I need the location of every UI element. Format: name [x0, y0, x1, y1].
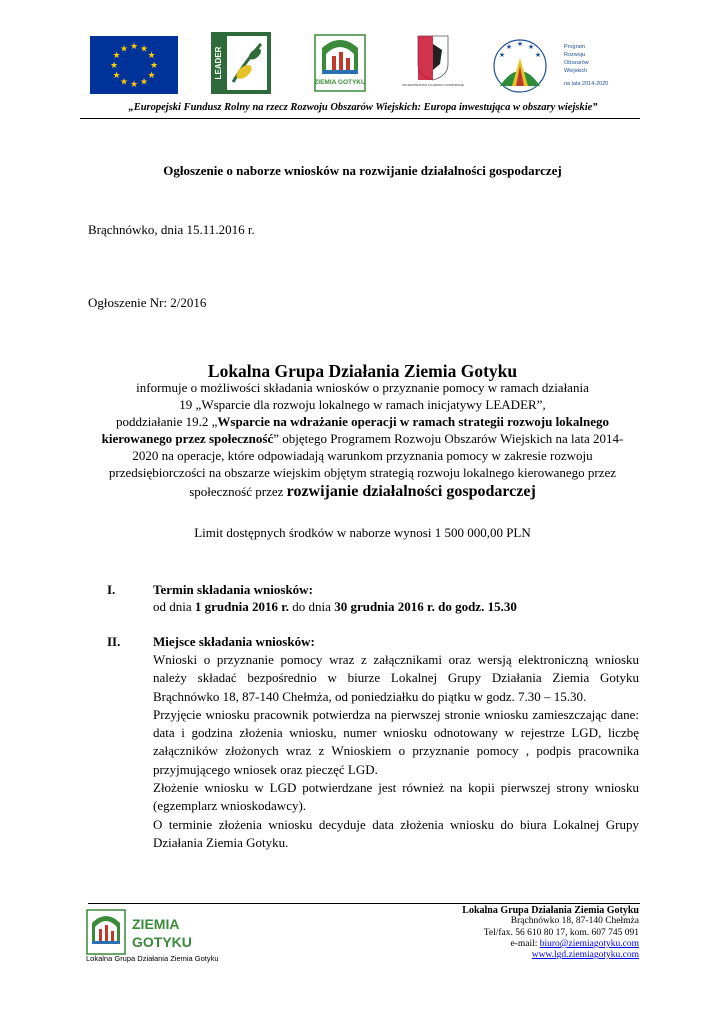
footer-address: Brąchnówko 18, 87-140 Chełmża [510, 916, 639, 927]
leader-text: LEADER [214, 46, 223, 80]
svg-text:★: ★ [139, 77, 149, 88]
header-divider [80, 118, 640, 119]
svg-text:★: ★ [516, 40, 524, 48]
header-logos [88, 32, 644, 104]
lgd-ziemia-gotyku-logo [314, 34, 366, 92]
leader-logo [211, 32, 271, 94]
intro-line-3 [60, 413, 665, 430]
lgd-logo-text: ZIEMIA GOTYKU [314, 79, 366, 86]
section-2-body [153, 651, 639, 852]
intro-line-4-bold: kierowanego przez społeczność [101, 431, 274, 446]
footer-logo-line-2: GOTYKU [132, 934, 192, 950]
prow-text-1: Program [564, 44, 586, 50]
intro-line-6: przedsiębiorczości na obszarze wiejskim objętym strategią rozwoju lokalnego kierowanego przez [108, 465, 617, 480]
intro-line-1: informuje o możliwości składania wniosków o przyznanie pomocy w ramach działania [136, 380, 589, 395]
svg-text:★: ★ [112, 51, 121, 61]
section-1-prefix: od dnia [153, 599, 195, 614]
section-2-paragraph-4: O terminie złożenia wniosku decyduje data złożenia wniosku do biura Lokalnej Grupy Działania Ziemia Gotyku. [153, 816, 639, 850]
section-2-number: II. [107, 634, 121, 649]
voivodeship-text: WOJEWÓDZTWO KUJAWSKO-POMORSKIE [402, 83, 464, 87]
svg-text:★: ★ [119, 44, 129, 55]
announcement-title: Ogłoszenie o naborze wniosków na rozwijanie działalności gospodarczej [163, 163, 562, 178]
intro-block [60, 379, 665, 500]
svg-text:★: ★ [112, 71, 121, 81]
prow-text-3: Obszarów [564, 60, 589, 66]
intro-line-7-prefix: społeczność przez [189, 484, 287, 499]
eu-flag-logo [90, 36, 178, 94]
intro-line-7-bold: rozwijanie działalności gospodarczej [286, 483, 536, 500]
footer-email-link[interactable]: biuro@ziemiagotyku.com [539, 938, 639, 949]
section-1-body [153, 598, 639, 616]
svg-text:★: ★ [527, 43, 535, 51]
svg-text:★: ★ [129, 42, 139, 52]
footer-logo-line-1: ZIEMIA [132, 916, 180, 932]
announcement-number: Ogłoszenie Nr: 2/2016 [88, 295, 207, 310]
intro-line-5: 2020 na operacje, które odpowiadają warunkom przyznania pomocy w zakresie rozwoju [132, 448, 593, 463]
organization-title: Lokalna Grupa Działania Ziemia Gotyku [207, 361, 518, 381]
svg-text:★: ★ [534, 51, 542, 59]
section-1-start-date: 1 grudnia 2016 r. [194, 599, 290, 614]
footer-divider [88, 903, 640, 904]
intro-line-3-bold: Wsparcie na wdrażanie operacji w ramach strategii rozwoju lokalnego [217, 414, 610, 429]
svg-text:★: ★ [147, 51, 156, 61]
svg-text:★: ★ [129, 80, 139, 90]
place-date: Brąchnówko, dnia 15.11.2016 r. [88, 222, 255, 237]
section-1-mid: do dnia [289, 599, 335, 614]
section-2-heading: Miejsce składania wniosków: [153, 634, 315, 649]
prow-logo [490, 36, 609, 96]
svg-text:★: ★ [498, 51, 506, 59]
svg-text:★: ★ [119, 77, 129, 88]
svg-text:★: ★ [149, 61, 159, 71]
svg-text:★: ★ [139, 44, 149, 55]
section-1-end-date: 30 grudnia 2016 r. do godz. 15.30 [334, 599, 517, 614]
funding-limit: Limit dostępnych środków w naborze wynosi 1 500 000,00 PLN [194, 525, 531, 540]
intro-line-2: 19 „Wsparcie dla rozwoju lokalnego w ramach inicjatywy LEADER”, [179, 397, 546, 412]
footer-logo-caption: Lokalna Grupa Działania Ziemia Gotyku [86, 954, 219, 963]
footer-website-link[interactable]: www.lgd.ziemiagotyku.com [531, 950, 639, 961]
prow-text-5: na lata 2014-2020 [564, 81, 609, 87]
section-1-heading: Termin składania wniosków: [153, 582, 313, 597]
footer-email-line [462, 939, 639, 950]
prow-text-4: Wiejskich [564, 68, 588, 74]
section-2-paragraph-1: Wnioski o przyznanie pomocy wraz z załącznikami oraz wersją elektroniczną wniosku należy składać bezpośrednio w biurze Lokalnej Grupy Działania Ziemia Gotyku Brąchnówko 18, 87-140 Chełmża, od poniedziałku do piątku w godz. 7.30 – 15.30. [153, 652, 639, 704]
footer-phone: Tel/fax. 56 610 80 17, kom. 607 745 091 [483, 927, 639, 938]
footer-email-label: e-mail: [510, 938, 540, 949]
svg-text:★: ★ [505, 43, 513, 51]
prow-text-2: Rozwoju [564, 52, 586, 58]
section-1-number: I. [107, 582, 116, 597]
intro-line-3-prefix: poddziałanie 19.2 „ [115, 414, 218, 429]
svg-text:★: ★ [147, 71, 156, 81]
footer-contact [462, 905, 639, 961]
intro-line-4-rest: ” objętego Programem Rozwoju Obszarów Wiejskich na lata 2014- [273, 431, 624, 446]
header-tagline: „Europejski Fundusz Rolny na rzecz Rozwoju Obszarów Wiejskich: Europa inwestująca w obszary wiejskie” [128, 102, 598, 113]
intro-line-7 [60, 483, 665, 500]
footer-org-name: Lokalna Grupa Działania Ziemia Gotyku [462, 905, 639, 916]
intro-line-4 [60, 430, 665, 447]
section-2-paragraph-2: Przyjęcie wniosku pracownik potwierdza na pierwszej stronie wniosku zamieszczając dane: data i godzina złożenia wniosku, numer wniosku odnotowany w rejestrze LGD, liczbę załączników złożonych wraz z Wnioskiem o przyznanie pomocy , podpis pracownika przyjmującego wniosek oraz pieczęć LGD. [153, 706, 639, 777]
voivodeship-logo [402, 34, 464, 92]
svg-text:★: ★ [109, 61, 119, 71]
section-2-paragraph-3: Złożenie wniosku w LGD potwierdzane jest również na kopii pierwszej strony wniosku (egzemplarz wnioskodawcy). [153, 780, 639, 814]
